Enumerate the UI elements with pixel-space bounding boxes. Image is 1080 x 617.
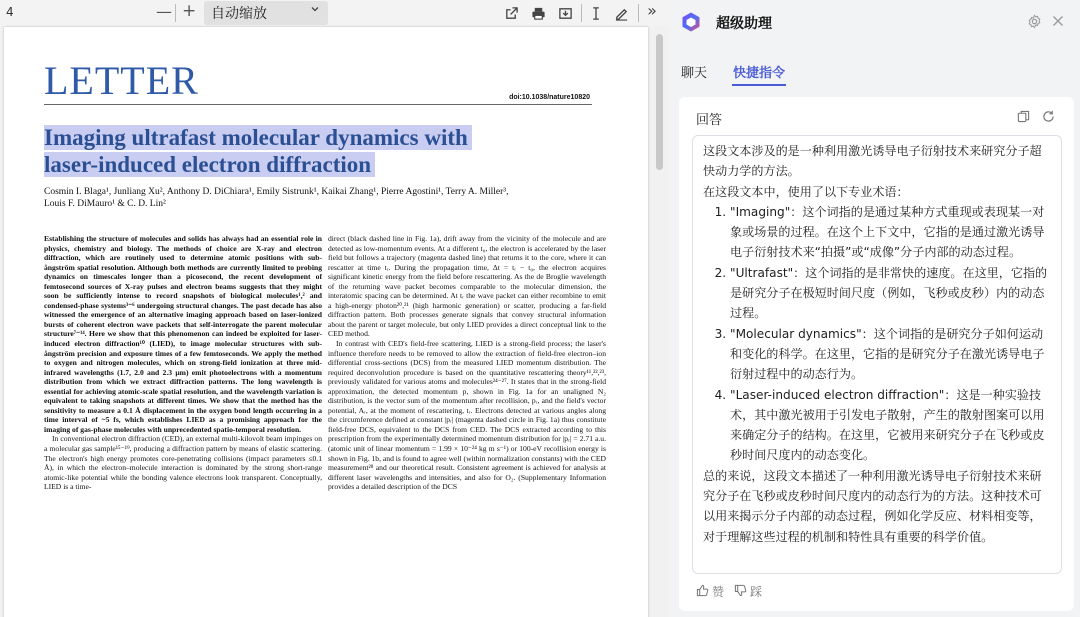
answer-card [679, 97, 1074, 611]
gear-icon[interactable] [1026, 13, 1042, 29]
pdf-toolbar [0, 0, 668, 26]
assistant-panel [668, 0, 1080, 617]
toolbar-divider [175, 4, 176, 22]
answer-summary: 总的来说，这段文本描述了一种利用激光诱导电子衍射技术来研究分子在飞秒或皮秒时间尺度内的动态行为的方法。这种技术可以用来揭示分子内部的动态过程，例如化学反应、材料相变等，对于理解这些过程的机制和特性具有重要的科学价值。 [703, 468, 1042, 544]
tab-chat[interactable]: 聊天 [681, 66, 708, 81]
toolbar-divider [638, 4, 639, 22]
authors-line: Louis F. DiMauro¹ & C. D. Lin² [44, 198, 166, 209]
dislike-button[interactable] [734, 583, 762, 600]
paper-title[interactable] [44, 124, 472, 178]
toolbar-divider [581, 4, 582, 22]
author-list [44, 187, 604, 210]
text-column-left [44, 234, 322, 492]
terms-list [703, 202, 1051, 466]
panel-title: 超级助理 [716, 16, 772, 32]
text-cursor-icon[interactable] [587, 4, 605, 22]
more-tools-icon[interactable]: » [647, 0, 657, 20]
panel-header [668, 0, 1080, 44]
close-icon[interactable] [1050, 13, 1066, 29]
list-item: 4. "Laser-induced electron diffraction"：这是一种实验技术，其中激光被用于引发电子散射，产生的散射图案可以用来确定分子的结构。在这里，它被用来研究分子在飞秒或皮秒时间尺度内的动态变化。 [730, 385, 1051, 466]
assistant-logo-icon [680, 11, 702, 33]
download-icon[interactable] [556, 4, 574, 22]
zoom-in-button[interactable]: + [182, 1, 197, 21]
list-item: 3. "Molecular dynamics"：这个词指的是研究分子如何运动和变化的科学。在这里，它指的是研究分子在激光诱导电子衍射过程中的动态行为。 [730, 324, 1051, 385]
pdf-page [4, 27, 648, 617]
scrollbar-thumb[interactable] [656, 34, 663, 170]
active-tab-indicator [732, 84, 786, 86]
print-icon[interactable] [529, 4, 547, 22]
answer-text [692, 135, 1062, 574]
thumbs-up-icon [696, 584, 709, 600]
zoom-out-button[interactable]: — [156, 2, 172, 21]
paper-title-line: Imaging ultrafast molecular dynamics with [44, 125, 472, 150]
body-paragraph: In contrast with CED's field-free scattering, LIED is a strong-field process; the laser's influence therefore needs to be removed to allow the extraction of field-free electron–ion differential cross-sections (DCS) from the measured LIED momentum distribution. The required deconvolution procedure is based on the quantitative rescattering theory¹¹,²²,²³, previously validated for various atoms and molecules²⁴⁻²⁷. It states that in the strong-field approximation, the detected momentum p, shown in Fig. 1a for an unaligned N₂ distribution, is the vector sum of the momentum after recollision, pᵣ, and the field's vector potential, Aᵣ, at the moment of rescattering, tᵣ. Electrons detected at various angles along the circumference defined at constant |pᵣ| (magenta dashed circle in Fig. 1a) thus constitute field-free DCS, equivalent to the DCS from CED. The DCS extracted according to this prescription from the experimentally determined momentum distribution for |pᵣ| = 2.71 a.u. (atomic unit of linear momentum = 1.99 × 10⁻²⁴ kg m s⁻¹) or 100-eV recollision energy is shown in Fig. 1b, and is found to agree well (within normalization constants) with the CED measurement²⁸ and our theoretical result. Consistent agreement is achieved for analysis at different laser wavelengths and intensities, and also for O₂. (Supplementary Information provides a detailed description of the DCS [328, 339, 606, 492]
feedback-bar [696, 583, 762, 600]
answer-card-title: 回答 [696, 113, 723, 128]
dislike-label: 踩 [750, 585, 763, 599]
paper-title-line: laser-induced electron diffraction [44, 152, 375, 177]
draw-pen-icon[interactable] [612, 4, 630, 22]
text-column-right [328, 234, 606, 492]
panel-tabs [668, 55, 1080, 85]
refresh-icon[interactable] [1041, 109, 1055, 123]
authors-line: Cosmin I. Blaga¹, Junliang Xu², Anthony D. DiChiara¹, Emily Sistrunk¹, Kaikai Zhang¹, Pierre Agostini¹, Terry A. Miller³, [44, 187, 509, 197]
list-item: 2. "Ultrafast"：这个词指的是非常快的速度。在这里，它指的是研究分子在极短时间尺度（例如，飞秒或皮秒）内的动态过程。 [730, 263, 1051, 324]
answer-intro: 这段文本涉及的是一种利用激光诱导电子衍射技术来研究分子超快动力学的方法。 [703, 144, 1042, 179]
like-label: 赞 [712, 585, 725, 599]
page-number: 4 [6, 5, 14, 19]
abstract-paragraph: Establishing the structure of molecules and solids has always had an essential role in physics, chemistry and biology. The methods of choice are X-ray and electron diffraction, which are routinely used to determine atomic positions with sub-ångström spatial resolution. Although both methods are currently limited to probing dynamics on timescales longer than a picosecond, the recent development of femtosecond sources of X-ray pulses and electron beams suggests that they might soon be sufficiently intense to record snapshots of biological molecules¹,² and condensed-phase systems³⁻⁶ undergoing structural changes. The past decade has also witnessed the emergence of an alternative imaging approach based on laser-ionized bursts of coherent electron wave packets that self-interrogate the parent molecular structure⁷⁻¹⁴. Here we show that this phenomenon can indeed be exploited for laser-induced electron diffraction¹⁰ (LIED), to image molecular structures with sub-ångström precision and exposure times of a few femtoseconds. We apply the method to oxygen and nitrogen molecules, which on strong-field ionization at three mid-infrared wavelengths (1.7, 2.0 and 2.3 μm) emit photoelectrons with a momentum distribution from which we extract diffraction patterns. The long wavelength is essential for achieving atomic-scale spatial resolution, and the wavelength variation is equivalent to taking snapshots at different times. We show that the method has the sensitivity to measure a 0.1 Å displacement in the oxygen bond length occurring in a time interval of ~5 fs, which establishes LIED as a promising approach for the imaging of gas-phase molecules with unprecedented spatio-temporal resolution. [44, 234, 322, 434]
thumbs-down-icon [734, 584, 747, 600]
copy-icon[interactable] [1016, 109, 1030, 123]
journal-section-header: LETTER [44, 58, 199, 103]
zoom-select-value: 自动缩放 [211, 6, 267, 22]
body-paragraph: In conventional electron diffraction (CED), an external multi-kilovolt beam impinges on a molecular gas sample¹⁵⁻¹⁹, producing a diffraction pattern by means of elastic scattering. The electron's high energy promotes core-penetrating collisions (impact parameters ≤0.1 Å), in which the electron–molecule interaction is dominated by the strong short-range atomic-like potential while the bonding valence electrons look transparent. Conceptually, LIED is a time- [44, 434, 322, 492]
like-button[interactable] [696, 583, 724, 600]
list-item: 1. "Imaging"：这个词指的是通过某种方式重现或表现某一对象或场景的过程。在这个上下文中，它指的是通过激光诱导电子衍射技术来“拍摄”或“成像”分子内部的动态过程。 [730, 202, 1051, 263]
chevron-down-icon [310, 4, 320, 17]
zoom-select[interactable] [204, 1, 328, 25]
header-rule [44, 104, 592, 105]
body-paragraph: direct (black dashed line in Fig. 1a), drift away from the vicinity of the molecule and are detected as low-momentum events. At a different t₀, the electron is accelerated by the laser field but follows a trajectory (magenta dashed line) that returns it to the core, where it can rescatter at time tᵣ. During the propagation time, Δt = tᵣ − t₀, the electron acquires significant kinetic energy from the field before rescattering. As the de Broglie wavelength of the returning wave packet becomes comparable to the molecular dimension, the interatomic spacing can be determined. At tᵣ the wave packet can either recombine to emit a high-energy photon²⁰,²¹ (high harmonic generation) or scatter, producing a far-field diffraction pattern. Both processes generate signals that convey structural information about the parent or target molecule, but only LIED provides a direct conceptual link to the CED method. [328, 234, 606, 339]
tab-shortcuts[interactable]: 快捷指令 [733, 66, 786, 81]
doi-label: doi:10.1038/nature10820 [509, 94, 590, 101]
answer-terms-intro: 在这段文本中，使用了以下专业术语： [703, 184, 909, 199]
open-external-icon[interactable] [502, 4, 520, 22]
